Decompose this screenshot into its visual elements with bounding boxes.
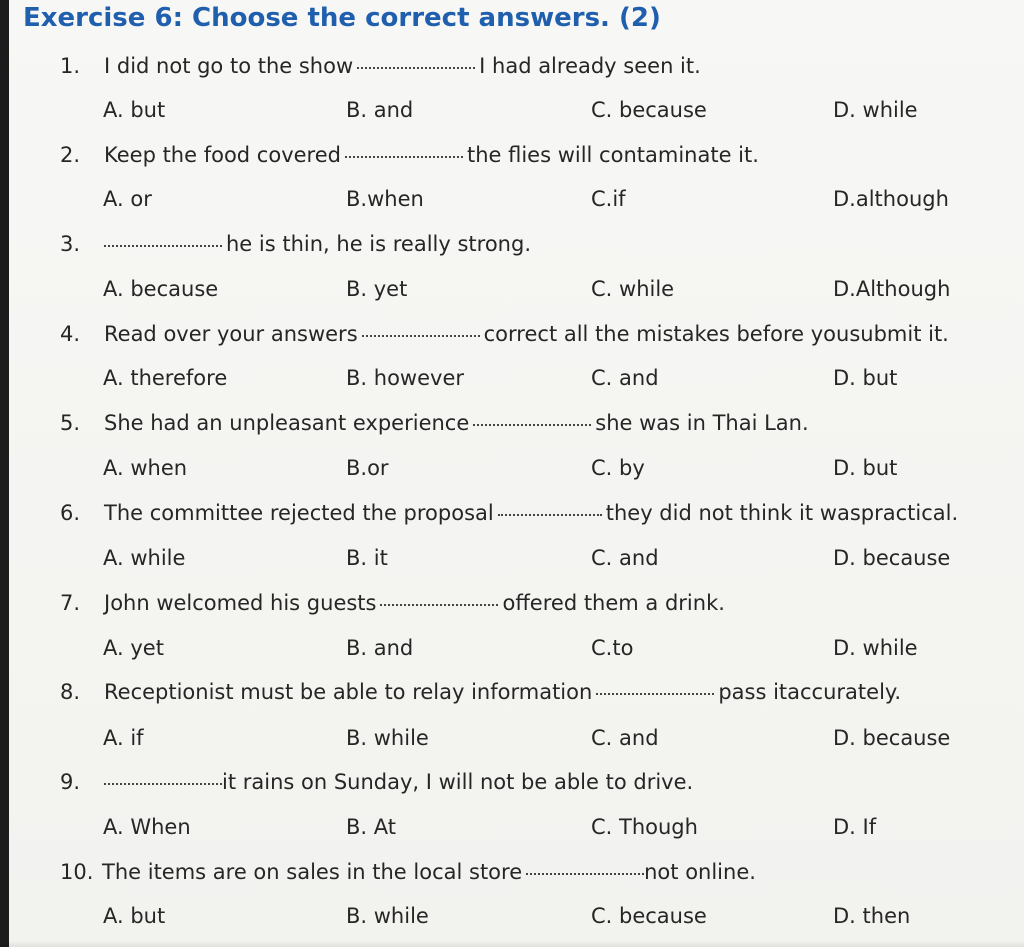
question-text-before: She had an unpleasant experience [104,411,470,435]
option-a[interactable]: A. but [103,904,166,928]
question-number: 4. [60,322,81,346]
option-d[interactable]: D. If [833,815,877,839]
question-4 [60,322,949,346]
question-text-before: The committee rejected the proposal [104,501,494,525]
answer-blank[interactable] [596,693,714,695]
question-text-after: they did not think it waspractical. [605,501,959,525]
option-b[interactable]: B. while [346,904,429,928]
question-text-after: it rains on Sunday, I will not be able to drive. [222,770,694,794]
question-5 [60,411,809,435]
question-number: 10. [60,860,94,884]
page-left-edge [0,0,9,947]
answer-blank[interactable] [345,156,463,158]
answer-blank[interactable] [380,604,498,606]
option-d[interactable]: D. while [833,636,918,660]
question-1 [60,54,701,78]
question-number: 3. [60,232,81,256]
option-b[interactable]: B.when [346,187,424,211]
answer-blank[interactable] [473,424,591,426]
option-a[interactable]: A. if [103,726,144,750]
option-b[interactable]: B. yet [346,277,408,301]
option-d[interactable]: D. while [833,98,918,122]
option-c[interactable]: C. because [591,904,707,928]
option-a[interactable]: A. because [103,277,219,301]
answer-blank[interactable] [104,783,222,785]
question-text-before: Keep the food covered [104,143,341,167]
question-6 [60,501,958,525]
answer-blank[interactable] [526,873,644,875]
option-d[interactable]: D. because [833,726,951,750]
option-c[interactable]: C. because [591,98,707,122]
option-d[interactable]: D.although [833,187,949,211]
option-a[interactable]: A. When [103,815,191,839]
option-b[interactable]: B.or [346,456,389,480]
question-2 [60,143,759,167]
question-text-after: I had already seen it. [479,54,701,78]
option-a[interactable]: A. or [103,187,152,211]
option-b[interactable]: B. At [346,815,396,839]
option-c[interactable]: C.if [591,187,626,211]
option-c[interactable]: C. and [591,726,659,750]
option-d[interactable]: D. then [833,904,911,928]
option-c[interactable]: C. by [591,456,645,480]
option-a[interactable]: A. therefore [103,366,228,390]
question-text-after: correct all the mistakes before yousubmit it. [483,322,949,346]
option-d[interactable]: D. but [833,456,898,480]
question-3 [60,232,531,256]
question-text-before: Receptionist must be able to relay information [104,680,593,704]
option-d[interactable]: D. but [833,366,898,390]
question-9 [60,770,693,794]
question-text-before: I did not go to the show [104,54,354,78]
question-text-after: not online. [644,860,756,884]
question-number: 7. [60,591,81,615]
option-c[interactable]: C. and [591,546,659,570]
question-7 [60,591,725,615]
answer-blank[interactable] [357,67,475,69]
question-text-before: John welcomed his guests [104,591,377,615]
question-text-after: he is thin, he is really strong. [226,232,531,256]
question-number: 6. [60,501,81,525]
option-b[interactable]: B. however [346,366,464,390]
question-text-before: The items are on sales in the local store [102,860,523,884]
exercise-title: Exercise 6: Choose the correct answers. (2) [23,3,661,33]
option-b[interactable]: B. it [346,546,388,570]
option-a[interactable]: A. yet [103,636,164,660]
option-a[interactable]: A. but [103,98,166,122]
question-number: 9. [60,770,81,794]
page-bottom-shadow [0,941,1024,947]
answer-blank[interactable] [498,514,602,516]
question-text-after: pass itaccurately. [718,680,902,704]
question-text-after: she was in Thai Lan. [595,411,809,435]
option-a[interactable]: A. when [103,456,188,480]
option-c[interactable]: C. while [591,277,675,301]
option-c[interactable]: C.to [591,636,634,660]
question-text-after: offered them a drink. [502,591,725,615]
option-c[interactable]: C. Though [591,815,698,839]
option-d[interactable]: D.Although [833,277,951,301]
question-text-before: Read over your answers [104,322,358,346]
question-text-after: the flies will contaminate it. [466,143,759,167]
question-number: 2. [60,143,81,167]
option-c[interactable]: C. and [591,366,659,390]
answer-blank[interactable] [104,245,222,247]
option-b[interactable]: B. and [346,98,414,122]
question-8 [60,680,901,704]
question-number: 5. [60,411,81,435]
answer-blank[interactable] [362,335,480,337]
option-d[interactable]: D. because [833,546,951,570]
question-number: 8. [60,680,81,704]
option-b[interactable]: B. and [346,636,414,660]
option-a[interactable]: A. while [103,546,186,570]
question-number: 1. [60,54,81,78]
option-b[interactable]: B. while [346,726,429,750]
question-10 [60,860,756,884]
